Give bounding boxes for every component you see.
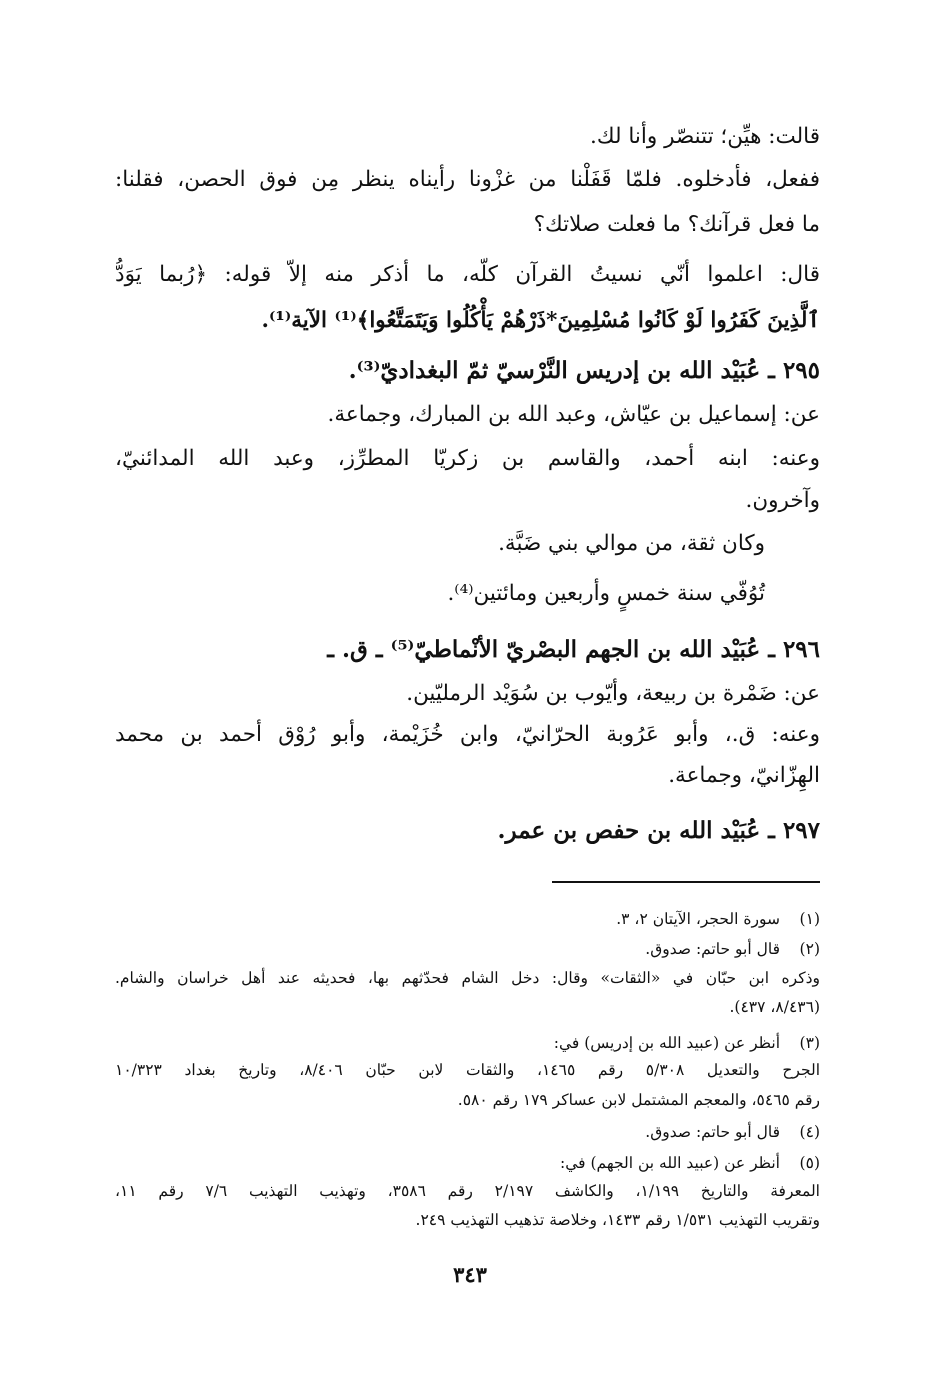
footnote-4: [115, 1119, 820, 1145]
entry-295-status: وكان ثقة، من موالي بني ضَبَّة.: [498, 531, 765, 556]
footnote-3: [115, 1030, 820, 1056]
text-line: ما فعل قرآنك؟ ما فعلت صلاتك؟: [533, 212, 820, 237]
footnote-number: (١): [799, 910, 820, 928]
entry-295-title: ٢٩٥ ـ عُبَيْد الله بن إدريس النَّرْسيّ ثمّ البغداديّ⁽³⁾.: [348, 357, 820, 384]
footnote-number: (٤): [799, 1123, 820, 1141]
entry-297-title: ٢٩٧ ـ عُبَيْد الله بن حفص بن عمر.: [497, 817, 820, 844]
footnote-5-line2: المعرفة والتاريخ ١/١٩٩، والكاشف ٢/١٩٧ رقم ٣٥٨٦، وتهذيب التهذيب ٧/٦ رقم ١١،: [115, 1182, 820, 1200]
entry-296-from: عن: ضَمْرة بن ربيعة، وأيّوب بن سُوَيْد الرمليّين.: [406, 681, 820, 706]
entry-295-death: تُوُفّي سنة خمسٍ وأربعين ومائتين⁽⁴⁾.: [447, 581, 765, 606]
footnote-3-line2: الجرح والتعديل ٥/٣٠٨ رقم ١٤٦٥، والثقات لابن حبّان ٨/٤٠٦، وتاريخ بغداد ١٠/٣٢٣: [115, 1061, 821, 1079]
entry-296-title: ٢٩٦ ـ عُبَيْد الله بن الجهم البصْريّ الأنْماطيّ⁽⁵⁾ ـ ق. ـ: [327, 636, 820, 663]
footnote-2-line2: وذكره ابن حبّان في «الثقات» وقال: دخل الشام فحدّثهم بها، فحديثه عند أهل خراسان والشام.: [115, 969, 820, 987]
footnote-1: [115, 906, 820, 932]
entry-296-students-line1: وعنه: ق.، وأبو عَرُوبة الحرّانيّ، وابن خُزَيْمة، وأبو رُوْق أحمد بن محمد: [115, 722, 820, 747]
footnote-number: (٥): [799, 1154, 820, 1172]
footnote-text: سورة الحجر، الآيتان ٢، ٣.: [616, 910, 780, 928]
entry-296-students-line2: الهِزّانيّ، وجماعة.: [668, 763, 820, 788]
footnote-3-line3: رقم ٥٤٦٥، والمعجم المشتمل لابن عساكر ١٧٩ رقم ٥٨٠.: [457, 1091, 820, 1109]
footnote-text: قال أبو حاتم: صدوق.: [645, 1123, 780, 1141]
quran-verse-line: ٱلَّذِينَ كَفَرُوا لَوْ كَانُوا مُسْلِمِينَ*ذَرْهُمْ يَأْكُلُوا وَيَتَمَتَّعُوا﴾⁽¹⁾ الآية⁽¹⁾.: [261, 308, 820, 333]
footnote-number: (٢): [799, 940, 820, 958]
text-line: ففعل، فأدخلوه. فلمّا قَفَلْنا من غزْونا رأيناه ينظر مِن فوق الحصن، فقلنا:: [115, 167, 820, 192]
footnote-text: قال أبو حاتم: صدوق.: [645, 940, 780, 958]
footnote-divider: [552, 881, 820, 883]
entry-295-students-line2: وآخرون.: [745, 488, 820, 513]
text-line: قالت: هيِّن؛ تتنصّر وأنا لك.: [590, 124, 820, 149]
footnote-2-line3: (٨/٤٣٦، ٤٣٧).: [729, 998, 820, 1016]
entry-295-from: عن: إسماعيل بن عيّاش، وعبد الله بن المبارك، وجماعة.: [327, 402, 820, 427]
entry-295-students-line1: وعنه: ابنه أحمد، والقاسم بن زكريّا المطرِّز، وعبد الله المدائنيّ،: [115, 446, 820, 471]
text-line: قال: اعلموا أنّي نسيتُ القرآن كلّه، ما أذكر منه إلاّ قوله: ﴿رُبما يَوَدُّ: [115, 262, 820, 287]
footnote-2: [115, 936, 820, 962]
footnote-text: أنظر عن (عبيد الله بن إدريس) في:: [553, 1034, 780, 1052]
footnote-5-line3: وتقريب التهذيب ١/٥٣١ رقم ١٤٣٣، وخلاصة تذهيب التهذيب ٢٤٩.: [415, 1211, 820, 1229]
footnote-number: (٣): [799, 1034, 820, 1052]
page-number: ٣٤٣: [453, 1262, 487, 1287]
footnote-text: أنظر عن (عبيد الله بن الجهم) في:: [560, 1154, 780, 1172]
footnote-5: [115, 1150, 820, 1176]
